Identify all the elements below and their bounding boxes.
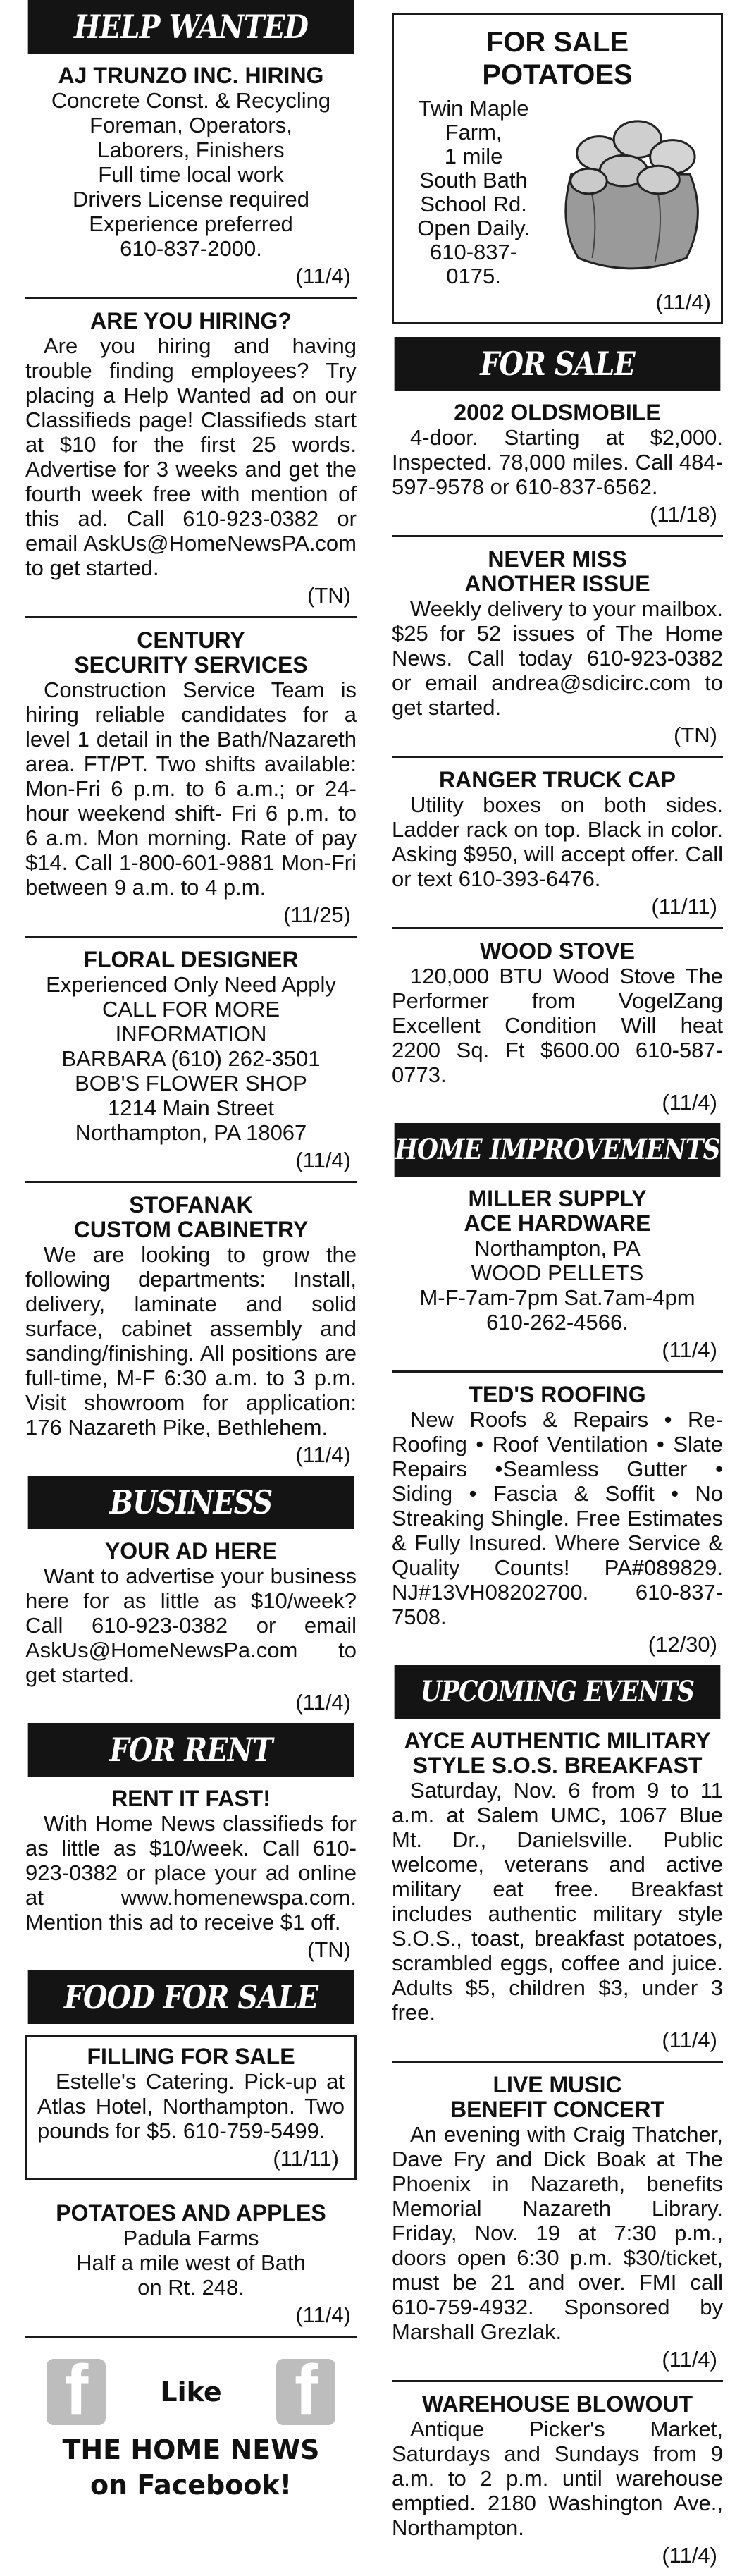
ad-date: (11/4) [295,264,351,288]
classified-ad [392,1373,723,1665]
classified-ad [392,391,723,537]
ad-body: Antique Picker's Market, Saturdays and Sundays from 9 a.m. to 2 p.m. until warehouse emptied. 2180 Washington Ave., Northampton. [392,2417,723,2540]
boxed-classified-ad [25,2035,357,2180]
ad-body: With Home News classifieds for as little as $10/week. Call 610-923-0382 or place your ad online at www.homenewspa.com. Mention this ad to receive $1 off. [25,1811,357,1934]
ad-body: New Roofs & Repairs • Re-Roofing • Roof Ventilation • Slate Repairs •Seamless Gutter • Siding • Fascia & Soffit • No Streaking Shingle. Free Estimates & Fully Insured. Where Service & Quality Counts! PA#089829. NJ#13VH08202700. 610-837-7508. [392,1407,723,1629]
ad-body: Weekly delivery to your mailbox. $25 for 52 issues of The Home News. Call today 610-923-0382 or email andrea@sdicirc.com to get started. [392,596,723,720]
ad-body: Want to advertise your business here for as little as $10/week? Call 610-923-0382 or email AskUs@HomeNewsPa.com to get started. [25,1564,357,1687]
ad-title: MILLER SUPPLY ACE HARDWARE [464,1186,651,1236]
ad-title: YOUR AD HERE [104,1538,278,1564]
classified-ad [25,938,357,1183]
section-header-help-wanted: HELP WANTED [28,0,354,54]
ad-date: (TN) [307,583,351,608]
classified-ad [392,758,723,929]
ad-body: Northampton, PA WOOD PELLETS M-F-7am-7pm Sat.7am-4pm 610-262-4566. [419,1236,695,1335]
section-header-for-sale: FOR SALE [395,337,721,391]
classified-ad [25,54,357,299]
ad-body: Twin Maple Farm, 1 mile South Bath School Rd. Open Daily. 610-837-0175. [417,96,530,288]
ad-title: AJ TRUNZO INC. HIRING [58,63,324,88]
ad-date: (12/30) [648,1632,717,1657]
ad-title: FILLING FOR SALE [87,2044,295,2069]
classified-ad [25,299,357,618]
ad-title: ARE YOU HIRING? [90,308,292,333]
ad-title: 2002 OLDSMOBILE [454,400,661,425]
ad-body: 120,000 BTU Wood Stove The Performer from VogelZang Excellent Condition Will heat 2200 Sq. Ft $600.00 610-587-0773. [392,964,723,1087]
ad-date: (11/11) [273,2146,339,2171]
classified-ad [392,929,723,1123]
classified-ad [25,2191,357,2338]
ad-title: STOFANAK CUSTOM CABINETRY [73,1192,309,1242]
ad-title: RENT IT FAST! [111,1786,271,1811]
ad-body: Experienced Only Need Apply CALL FOR MORE INFORMATION BARBARA (610) 262-3501 BOB'S FLOWER SHOP 1214 Main Street Northampton, PA 18067 [46,972,336,1145]
ad-date: (11/4) [295,1690,351,1715]
facebook-like-label: Like [160,2376,222,2408]
ad-date: (11/4) [662,1090,717,1115]
ad-title: NEVER MISS ANOTHER ISSUE [464,546,650,596]
classified-ad [25,1529,357,1723]
ad-body: Estelle's Catering. Pick-up at Atlas Hotel, Northampton. Two pounds for $5. 610-759-5499. [37,2069,345,2143]
classified-ad [392,537,723,758]
ad-date: (11/25) [283,902,351,927]
ad-body: Saturday, Nov. 6 from 9 to 11 a.m. at Salem UMC, 1067 Blue Mt. Dr., Danielsville. Public welcome, veterans and active military eat free. Breakfast includes authentic military style S.O.S., toast, breakfast potatoes, scrambled eggs, coffee and juice. Adults $5, children $3, under 3 free. [392,1778,723,2025]
ad-title: WAREHOUSE BLOWOUT [422,2391,693,2417]
ad-date: (11/4) [295,1148,351,1172]
classified-ad [392,1719,723,2063]
potato-sack-illustration [550,97,711,273]
ad-title: FOR SALE POTATOES [482,27,633,90]
classified-ad [392,2063,723,2382]
ad-title: LIVE MUSIC BENEFIT CONCERT [450,2072,664,2122]
ad-date: (11/4) [662,2543,717,2568]
ad-date: (11/4) [662,1337,717,1362]
facebook-promo-line2: on Facebook! [89,2470,292,2501]
section-header-upcoming-events: UPCOMING EVENTS [395,1665,721,1719]
ad-title: FLORAL DESIGNER [83,947,299,972]
ad-title: POTATOES AND APPLES [56,2200,326,2226]
classified-ad [392,2382,723,2576]
classified-ad [25,618,357,938]
facebook-icon: f [276,2359,335,2425]
classified-ad [25,1777,357,1970]
ad-date: (11/4) [655,290,711,314]
ad-date: (11/4) [295,2302,351,2327]
ad-body: We are looking to grow the following departments: Install, delivery, laminate and solid surface, cabinet assembly and sanding/finishing. All positions are full-time, M-F 6:30 a.m. to 3 p.m. Visit showroom for application: 176 Nazareth Pike, Bethlehem. [25,1242,357,1440]
ad-title: RANGER TRUCK CAP [439,767,676,792]
ad-body: Are you hiring and having trouble finding employees? Try placing a Help Wanted ad on our Classifieds page! Classifieds start at $10 for the first 25 words. Advertise for 3 weeks and get the fourth week free with mention of this ad. Call 610-923-0382 or email AskUs@HomeNewsPA.com to get started. [25,333,357,580]
ad-body: Utility boxes on both sides. Ladder rack on top. Black in color. Asking $950, will accept offer. Call or text 610-393-6476. [392,792,723,891]
ad-date: (11/18) [650,502,717,527]
facebook-promo[interactable] [25,2338,357,2503]
ad-title: WOOD STOVE [480,938,635,964]
ad-body: An evening with Craig Thatcher, Dave Fry and Dick Boak at The Phoenix in Nazareth, benefits Memorial Nazareth Library. Friday, Nov. 19 at 7:30 p.m., doors open 6:30 p.m. $30/ticket, must be 21 and over. FMI call 610-759-4932. Sponsored by Marshall Grezlak. [392,2122,723,2344]
section-header-for-rent: FOR RENT [28,1723,354,1777]
facebook-icon: f [47,2359,106,2425]
right-column [392,0,723,2576]
ad-body: Padula Farms Half a mile west of Bath on Rt. 248. [76,2226,306,2300]
section-header-business: BUSINESS [28,1476,354,1529]
ad-date: (11/4) [662,2028,717,2052]
ad-body: 4-door. Starting at $2,000. Inspected. 78,000 miles. Call 484-597-9578 or 610-837-6562. [392,425,723,499]
classified-ad [392,1177,723,1373]
ad-date: (TN) [674,723,717,747]
potatoes-display-ad [392,13,723,324]
facebook-promo-line1: THE HOME NEWS [62,2434,320,2465]
ad-body: Construction Service Team is hiring reliable candidates for a level 1 detail in the Bath/Nazareth area. FT/PT. Two shifts available: Mon-Fri 6 p.m. to 6 a.m.; or 24-hour weekend shift- Fri 6 p.m. to 6 a.m. Mon morning. Rate of pay $14. Call 1-800-601-9881 Mon-Fri between 9 a.m. to 4 p.m. [25,677,357,900]
ad-body: Concrete Const. & Recycling Foreman, Operators, Laborers, Finishers Full time local work Drivers License required Experience preferred 610-837-2000. [51,88,331,261]
section-header-food-for-sale: FOOD FOR SALE [28,1970,354,2024]
ad-date: (11/4) [295,1442,351,1467]
ad-title: AYCE AUTHENTIC MILITARY STYLE S.O.S. BREAKFAST [404,1728,711,1778]
ad-date: (11/11) [651,894,717,919]
ad-title: TED'S ROOFING [469,1382,646,1407]
section-header-home-improvements: HOME IMPROVEMENTS [395,1123,721,1177]
classified-ad [25,1183,357,1476]
ad-date: (11/4) [662,2347,717,2372]
ad-title: CENTURY SECURITY SERVICES [74,627,308,677]
ad-date: (TN) [307,1937,351,1962]
left-column [25,0,357,2503]
